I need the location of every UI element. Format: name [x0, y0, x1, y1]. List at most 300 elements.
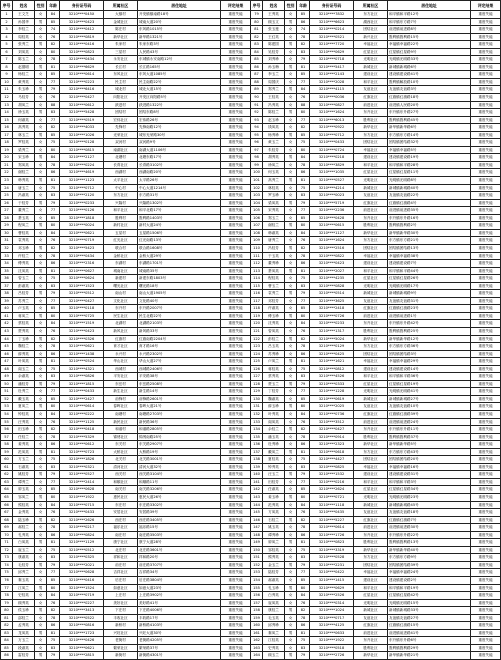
cell-id-number: 3210****1624	[310, 237, 354, 245]
cell-age: 76	[47, 509, 60, 517]
cell-result: 重度失能	[471, 395, 501, 403]
cell-result: 重度失能	[471, 410, 501, 418]
cell-index: 22	[1, 169, 13, 177]
cell-gender: 女	[35, 343, 47, 351]
cell-result: 重度失能	[221, 275, 251, 283]
cell-name: 徐玉英	[13, 109, 35, 117]
cell-result: 重度失能	[221, 494, 251, 502]
cell-gender: 女	[285, 410, 297, 418]
cell-community: 大镇村	[104, 11, 138, 19]
cell-index: 57	[1, 433, 13, 441]
cell-name: 杜秀珍	[263, 441, 285, 449]
cell-address: 前庄路3707号	[138, 561, 221, 569]
cell-index: 35	[1, 267, 13, 275]
cell-index: 92	[251, 109, 263, 117]
cell-id-number: 3210****0621	[60, 229, 104, 237]
cell-index: 52	[1, 395, 13, 403]
cell-gender: 女	[285, 478, 297, 486]
table-row	[1, 584, 501, 592]
cell-address: 东岳路2508号	[138, 380, 221, 388]
cell-age: 76	[297, 418, 310, 426]
cell-index: 89	[251, 86, 263, 94]
cell-index: 14	[1, 109, 13, 117]
cell-result: 重度失能	[221, 312, 251, 320]
cell-index: 76	[1, 577, 13, 585]
cell-result: 重度失能	[221, 86, 251, 94]
cell-name: 戴玉英	[13, 395, 35, 403]
cell-address: 开发区向阳路5号	[138, 94, 221, 102]
cell-gender: 女	[285, 501, 297, 509]
cell-index: 150	[251, 546, 263, 554]
cell-index: 149	[251, 539, 263, 547]
cell-name: 石淑英	[13, 463, 35, 471]
cell-age: 81	[297, 629, 310, 637]
cell-result: 重度失能	[221, 11, 251, 19]
cell-result: 重度失能	[221, 607, 251, 615]
cell-community: 新华社区	[354, 652, 388, 660]
cell-index: 68	[1, 516, 13, 524]
cell-gender: 女	[35, 433, 47, 441]
cell-result: 重度失能	[471, 214, 501, 222]
cell-gender: 女	[285, 282, 297, 290]
cell-id-number: 3210****0922	[310, 124, 354, 132]
cell-index: 11	[1, 86, 13, 94]
cell-result: 重度失能	[221, 169, 251, 177]
cell-id-number: 3210****0614	[60, 403, 104, 411]
cell-name: 龙凤英	[13, 629, 35, 637]
cell-name: 韩秀英	[13, 177, 35, 185]
cell-id-number: 3210****0222	[60, 410, 104, 418]
cell-gender: 女	[285, 275, 297, 283]
cell-gender: 男	[35, 403, 47, 411]
cell-address: 建设镇建设路19号	[388, 154, 471, 162]
table-body	[1, 11, 501, 660]
cell-id-number: 3210****1024	[310, 607, 354, 615]
cell-address: 南山大道1905号	[138, 290, 221, 298]
cell-index: 38	[1, 290, 13, 298]
table-row	[1, 207, 501, 215]
cell-community: 新建村	[104, 275, 138, 283]
cell-name: 曾玉兰	[13, 275, 35, 283]
cell-address: 东升镇东升路27号	[388, 109, 471, 117]
cell-age: 78	[47, 614, 60, 622]
cell-name: 傅玉珍	[263, 312, 285, 320]
cell-index: 5	[1, 41, 13, 49]
cell-gender: 女	[35, 305, 47, 313]
cell-community: 前进社区	[354, 629, 388, 637]
cell-name: 江凤兰	[13, 584, 35, 592]
cell-address: 老街路4205号	[138, 637, 221, 645]
cell-address: 和平镇和平路28号	[388, 161, 471, 169]
cell-age: 75	[47, 184, 60, 192]
cell-community: 华山社区	[104, 358, 138, 366]
cell-result: 重度失能	[221, 146, 251, 154]
cell-community: 曙光社区	[104, 282, 138, 290]
cell-id-number: 3210****0615	[310, 222, 354, 230]
cell-address: 新建东路1803号	[138, 275, 221, 283]
cell-result: 重度失能	[221, 516, 251, 524]
cell-name: 冯桂芳	[263, 244, 285, 252]
table-row	[1, 531, 501, 539]
cell-result: 重度失能	[471, 78, 501, 86]
cell-address: 建设镇建设路41号	[388, 71, 471, 79]
cell-gender: 男	[35, 426, 47, 434]
cell-index: 20	[1, 154, 13, 162]
cell-name: 谢桂兰	[13, 169, 35, 177]
table-row	[1, 222, 501, 230]
cell-address: 红星镇红星路11号	[388, 169, 471, 177]
cell-gender: 女	[35, 184, 47, 192]
cell-age: 76	[47, 327, 60, 335]
cell-index: 36	[1, 275, 13, 283]
cell-age: 81	[297, 539, 310, 547]
cell-age: 83	[47, 373, 60, 381]
cell-community: 东方社区	[354, 448, 388, 456]
cell-id-number: 3210****0426	[60, 637, 104, 645]
cell-index: 6	[1, 48, 13, 56]
cell-name: 余桂兰	[263, 426, 285, 434]
cell-community: 红星社区	[354, 169, 388, 177]
cell-age: 80	[297, 494, 310, 502]
cell-id-number: 3210****4619	[60, 169, 104, 177]
cell-gender: 男	[285, 312, 297, 320]
cell-index: 58	[1, 441, 13, 449]
cell-index: 107	[251, 222, 263, 230]
cell-age: 76	[47, 599, 60, 607]
cell-community: 红星社区	[354, 486, 388, 494]
cell-address: 新城镇新城路33号	[388, 607, 471, 615]
cell-id-number: 3210****0816	[60, 622, 104, 630]
cell-address: 红星镇红星路9号	[388, 48, 471, 56]
cell-age: 82	[47, 426, 60, 434]
cell-age: 76	[47, 237, 60, 245]
cell-id-number: 3210****3512	[310, 418, 354, 426]
cell-id-number: 3210****3625	[310, 297, 354, 305]
cell-name: 汪玉兰	[263, 471, 285, 479]
cell-address: 先锋南路12号	[138, 124, 221, 132]
cell-gender: 男	[285, 561, 297, 569]
cell-gender: 女	[285, 524, 297, 532]
cell-age: 85	[47, 214, 60, 222]
cell-id-number: 3210****4427	[310, 456, 354, 464]
cell-result: 重度失能	[471, 569, 501, 577]
cell-address: 新华镇新华路30号	[388, 229, 471, 237]
table-row	[1, 267, 501, 275]
cell-age: 74	[297, 26, 310, 34]
table-row	[1, 478, 501, 486]
cell-address: 北关路3001号	[138, 456, 221, 464]
cell-community: 光明社区	[354, 599, 388, 607]
cell-gender: 女	[35, 33, 47, 41]
cell-address: 育才路16号	[138, 343, 221, 351]
cell-index: 134	[251, 426, 263, 434]
table-row	[1, 448, 501, 456]
cell-id-number: 3210****0314	[310, 599, 354, 607]
cell-community: 幸福社区	[354, 463, 388, 471]
cell-gender: 男	[35, 109, 47, 117]
cell-name: 江桂英	[263, 637, 285, 645]
cell-result: 重度失能	[471, 644, 501, 652]
cell-age: 79	[297, 199, 310, 207]
cell-name: 郝桂兰	[13, 524, 35, 532]
cell-age: 84	[47, 320, 60, 328]
cell-index: 46	[1, 350, 13, 358]
cell-name: 董秀兰	[13, 207, 35, 215]
cell-gender: 女	[35, 509, 47, 517]
cell-age: 83	[47, 463, 60, 471]
cell-result: 重度失能	[221, 327, 251, 335]
cell-community: 前锋村	[104, 395, 138, 403]
cell-age: 78	[297, 343, 310, 351]
cell-name: 曾凤英	[263, 327, 285, 335]
cell-address: 惠民大道26号	[138, 494, 221, 502]
cell-address: 友谊镇友谊路22号	[388, 192, 471, 200]
cell-id-number: 3210****3829	[310, 161, 354, 169]
cell-result: 重度失能	[221, 41, 251, 49]
cell-result: 重度失能	[471, 312, 501, 320]
cell-community: 友谊社区	[354, 403, 388, 411]
cell-gender: 女	[35, 124, 47, 132]
cell-age: 78	[297, 614, 310, 622]
cell-id-number: 3210****0227	[60, 599, 104, 607]
cell-id-number: 3210****0233	[310, 320, 354, 328]
cell-address: 红星镇红星路19号	[388, 380, 471, 388]
cell-name: 孔秀英	[13, 531, 35, 539]
cell-name: 崔凤英	[263, 599, 285, 607]
cell-name: 钟秀英	[263, 463, 285, 471]
cell-gender: 女	[285, 327, 297, 335]
cell-community: 胜利社区	[354, 116, 388, 124]
cell-gender: 女	[285, 207, 297, 215]
cell-id-number: 3210****0416	[60, 577, 104, 585]
cell-address: 东方路31号	[138, 192, 221, 200]
table-row	[1, 622, 501, 630]
cell-age: 85	[47, 131, 60, 139]
cell-name: 顾玉兰	[263, 652, 285, 660]
cell-address: 幸福镇幸福路5号	[388, 146, 471, 154]
cell-address: 联合路1608号	[138, 244, 221, 252]
cell-id-number: 3210****0527	[310, 177, 354, 185]
cell-gender: 女	[285, 433, 297, 441]
cell-age: 75	[297, 184, 310, 192]
table-row	[1, 244, 501, 252]
cell-gender: 女	[35, 350, 47, 358]
cell-name: 蔡秀英	[263, 373, 285, 381]
cell-age: 80	[297, 584, 310, 592]
cell-result: 重度失能	[221, 433, 251, 441]
cell-community: 和平社区	[354, 584, 388, 592]
cell-id-number: 3210****0433	[60, 509, 104, 517]
cell-gender: 男	[35, 41, 47, 49]
cell-index: 97	[251, 146, 263, 154]
cell-name: 王文芝	[13, 11, 35, 19]
cell-gender: 女	[35, 214, 47, 222]
cell-address: 新风路33号	[138, 327, 221, 335]
cell-age: 77	[297, 116, 310, 124]
cell-gender: 女	[285, 622, 297, 630]
cell-community: 民生社区	[104, 312, 138, 320]
cell-community: 东升社区	[354, 109, 388, 117]
cell-index: 50	[1, 380, 13, 388]
cell-result: 重度失能	[471, 63, 501, 71]
cell-community: 前进社区	[354, 312, 388, 320]
cell-id-number: 3210****4214	[310, 184, 354, 192]
cell-address: 南关路3206号	[138, 486, 221, 494]
cell-result: 重度失能	[471, 320, 501, 328]
cell-result: 重度失能	[471, 365, 501, 373]
cell-index: 12	[1, 94, 13, 102]
cell-result: 重度失能	[471, 531, 501, 539]
cell-id-number: 3210****6013	[310, 116, 354, 124]
cell-result: 重度失能	[471, 71, 501, 79]
cell-age: 78	[297, 252, 310, 260]
cell-address: 红星镇红星路34号	[388, 486, 471, 494]
cell-community: 团结村	[104, 109, 138, 117]
cell-index: 110	[251, 244, 263, 252]
table-row	[1, 252, 501, 260]
cell-address: 新华镇新华路40号	[388, 546, 471, 554]
cell-result: 重度失能	[221, 177, 251, 185]
cell-result: 重度失能	[471, 192, 501, 200]
cell-id-number: 3210****0024	[60, 222, 104, 230]
cell-index: 15	[1, 116, 13, 124]
cell-address: 建设镇建设路7号	[388, 260, 471, 268]
cell-age: 86	[297, 531, 310, 539]
cell-community: 大桥社区	[104, 448, 138, 456]
cell-age: 79	[47, 652, 60, 660]
cell-community: 东方社区	[104, 192, 138, 200]
cell-index: 81	[1, 614, 13, 622]
cell-id-number: 3210****0628	[60, 569, 104, 577]
cell-community: 育才社区	[104, 343, 138, 351]
cell-result: 重度失能	[471, 222, 501, 230]
cell-id-number: 3210****1726	[310, 531, 354, 539]
cell-address: 东风大道1085号	[138, 71, 221, 79]
cell-gender: 女	[285, 146, 297, 154]
cell-id-number: 3210****2021	[60, 561, 104, 569]
cell-id-number: 3210****4526	[310, 373, 354, 381]
cell-index: 146	[251, 516, 263, 524]
cell-age: 88	[47, 101, 60, 109]
cell-result: 重度失能	[471, 131, 501, 139]
cell-id-number: 3210****0427	[60, 297, 104, 305]
cell-name: 钟桂英	[13, 410, 35, 418]
cell-community: 东方社区	[354, 11, 388, 19]
cell-gender: 男	[35, 539, 47, 547]
cell-id-number: 3210****0325	[60, 554, 104, 562]
cell-result: 重度失能	[471, 524, 501, 532]
cell-community: 春晖社区	[104, 403, 138, 411]
cell-age: 84	[47, 410, 60, 418]
cell-community: 新街村	[104, 652, 138, 660]
cell-address: 和平镇和平路44号	[388, 267, 471, 275]
cell-result: 重度失能	[221, 214, 251, 222]
cell-address: 上庄路3902号	[138, 592, 221, 600]
cell-community: 西湖村	[104, 169, 138, 177]
cell-name: 姜玉珍	[263, 494, 285, 502]
cell-result: 重度失能	[221, 18, 251, 26]
cell-gender: 男	[285, 629, 297, 637]
cell-index: 139	[251, 463, 263, 471]
cell-id-number: 3210****1438	[60, 350, 104, 358]
cell-name: 朱玉珍	[13, 86, 35, 94]
cell-community: 新城社区	[354, 501, 388, 509]
cell-address: 幸福镇幸福路29号	[388, 358, 471, 366]
cell-community: 老街村	[104, 637, 138, 645]
cell-index: 152	[251, 561, 263, 569]
cell-age: 75	[47, 637, 60, 645]
cell-community: 联合村	[104, 244, 138, 252]
cell-community: 新城社区	[354, 63, 388, 71]
table-row	[1, 312, 501, 320]
cell-age: 77	[297, 297, 310, 305]
cell-gender: 女	[285, 531, 297, 539]
cell-id-number: 3210****0416	[60, 41, 104, 49]
cell-age: 84	[297, 154, 310, 162]
table-row	[1, 169, 501, 177]
cell-age: 80	[297, 403, 310, 411]
cell-community: 前庄村	[104, 561, 138, 569]
cell-address: 春晖大道21号	[138, 403, 221, 411]
cell-name: 胡凤兰	[13, 101, 35, 109]
cell-name: 许桂兰	[13, 252, 35, 260]
cell-address: 和平镇和平路19号	[388, 584, 471, 592]
cell-address: 和谐路2805号	[138, 426, 221, 434]
cell-result: 重度失能	[471, 33, 501, 41]
cell-age: 84	[47, 229, 60, 237]
cell-index: 94	[251, 124, 263, 132]
cell-index: 116	[251, 290, 263, 298]
cell-result: 重度失能	[471, 275, 501, 283]
cell-name: 卢玉英	[13, 305, 35, 313]
cell-community: 北塘村	[104, 154, 138, 162]
cell-gender: 女	[35, 644, 47, 652]
cell-gender: 女	[35, 486, 47, 494]
cell-id-number: 3210****0514	[310, 290, 354, 298]
cell-community: 光明社区	[354, 177, 388, 185]
cell-result: 重度失能	[221, 426, 251, 434]
header-cell-name: 姓名	[263, 1, 285, 11]
cell-result: 重度失能	[471, 463, 501, 471]
cell-index: 4	[1, 33, 13, 41]
header-cell-id-number: 身份证号码	[310, 1, 354, 11]
cell-gender: 女	[35, 478, 47, 486]
table-row	[1, 373, 501, 381]
cell-age: 85	[297, 131, 310, 139]
cell-result: 重度失能	[221, 380, 251, 388]
cell-result: 重度失能	[221, 222, 251, 230]
cell-age: 85	[47, 486, 60, 494]
cell-result: 重度失能	[471, 629, 501, 637]
cell-id-number: 3210****1826	[60, 456, 104, 464]
table-row	[1, 546, 501, 554]
cell-community: 幸福社区	[354, 146, 388, 154]
cell-community: 胜利社区	[354, 644, 388, 652]
cell-index: 43	[1, 327, 13, 335]
cell-age: 85	[297, 71, 310, 79]
cell-index: 84	[1, 637, 13, 645]
cell-community: 新城社区	[354, 395, 388, 403]
cell-community: 和谐村	[104, 426, 138, 434]
cell-name: 韩淑英	[263, 229, 285, 237]
cell-age: 78	[47, 433, 60, 441]
cell-gender: 女	[285, 71, 297, 79]
cell-address: 红旗镇红旗路7号	[388, 516, 471, 524]
cell-result: 重度失能	[221, 403, 251, 411]
cell-age: 85	[297, 305, 310, 313]
cell-name: 潘桂芳	[13, 380, 35, 388]
cell-id-number: 3210****2323	[310, 441, 354, 449]
